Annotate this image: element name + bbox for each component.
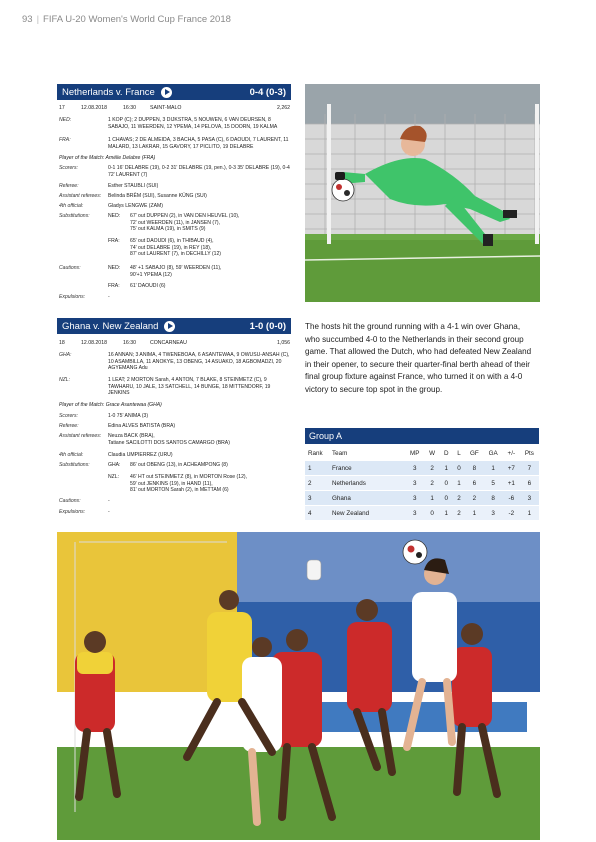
table-header-row xyxy=(305,446,539,461)
substitutions-ned xyxy=(59,213,290,233)
match-header-ned-fra xyxy=(57,84,291,100)
label: Player of the Match: xyxy=(59,402,105,408)
cell: 0 xyxy=(453,461,465,476)
match-meta xyxy=(59,340,290,346)
column-header: MP xyxy=(405,446,425,461)
value: Esther STAUBLI (SUI) xyxy=(108,183,159,189)
fourth-official xyxy=(59,203,290,210)
lineup-fra xyxy=(59,137,290,150)
cell: 2 xyxy=(425,476,440,491)
referee xyxy=(59,423,290,430)
match-meta xyxy=(59,105,290,111)
expulsions xyxy=(59,294,290,301)
cell: 3 xyxy=(484,506,503,521)
sub-line: 74' out DELABRE (19), in REY (18), xyxy=(130,244,212,251)
value: - xyxy=(108,498,110,504)
label: Substitutions: xyxy=(59,462,90,468)
value: - xyxy=(108,509,110,515)
label: 4th official: xyxy=(59,452,84,458)
cell: Ghana xyxy=(329,491,405,506)
sub-line: 59' out JENKINS (19), in HAND (11), xyxy=(130,480,213,487)
label: Cautions: xyxy=(59,265,81,271)
cell: 0 xyxy=(440,491,453,506)
cell: France xyxy=(329,461,405,476)
label: Cautions: xyxy=(59,498,81,504)
sub-line: 67' out DUPPEN (2), in VAN DEN HEUVEL (10), xyxy=(130,213,240,219)
cell: 2 xyxy=(465,491,484,506)
cell: 8 xyxy=(484,491,503,506)
label: 4th official: xyxy=(59,203,84,209)
table-row xyxy=(305,461,539,476)
play-video-icon[interactable] xyxy=(161,87,172,98)
value: Claudia UMPIERREZ (URU) xyxy=(108,452,173,458)
column-header: W xyxy=(425,446,440,461)
substitutions-gha xyxy=(59,462,290,469)
value xyxy=(130,238,290,258)
value: Gladys LENGWE (ZAM) xyxy=(108,203,163,209)
publication-title: FIFA U-20 Women's World Cup France 2018 xyxy=(43,14,231,25)
match-date: 12.08.2018 xyxy=(81,105,107,111)
cell: 3 xyxy=(405,491,425,506)
cell: 7 xyxy=(520,461,539,476)
cell: 2 xyxy=(453,491,465,506)
assistant-line: Tatiane SACILOTTI DOS SANTOS CAMARGO (BRA) xyxy=(108,439,230,446)
cell: 6 xyxy=(520,476,539,491)
lineup-nzl xyxy=(59,377,290,397)
player-of-match xyxy=(59,155,155,161)
sub-line: 81' out MORTON Sarah (2), in METTAM (6) xyxy=(130,487,229,494)
match-time: 16:30 xyxy=(123,105,136,111)
lineup-text: 1 KOP (C); 2 DUPPEN, 3 DIJKSTRA, 5 NOUWEN, 6 VAN DEURSEN, 8 SABAJO, 11 WEERDEN, 12 YPEMA, 14 PELOVA, 15 DOORN, 19 KALMA xyxy=(108,117,278,130)
cautions xyxy=(59,498,290,505)
label: Expulsions: xyxy=(59,294,86,300)
match-attendance: 1,056 xyxy=(277,340,290,346)
match-header-gha-nzl xyxy=(57,318,291,334)
value: - xyxy=(108,294,110,300)
column-header: GF xyxy=(465,446,484,461)
assistant-line: Neuza BACK (BRA), xyxy=(108,433,155,439)
lineup-gha xyxy=(59,352,290,372)
column-header: GA xyxy=(484,446,503,461)
label: Expulsions: xyxy=(59,509,86,515)
cell: 3 xyxy=(405,476,425,491)
scorers xyxy=(59,413,290,420)
cell: 3 xyxy=(520,491,539,506)
cell: +1 xyxy=(503,476,520,491)
cell: 1 xyxy=(453,476,465,491)
cell: 2 xyxy=(425,461,440,476)
team-label: GHA: xyxy=(108,462,121,468)
team-label: NED: xyxy=(108,213,121,219)
lineup-label: NED: xyxy=(59,117,72,123)
cell: 2 xyxy=(453,506,465,521)
caution-line: 48' +1 SABAJO (8), 59' WEERDEN (11), xyxy=(130,265,222,271)
cell: 6 xyxy=(465,476,484,491)
lineup-text: 1 LEAT; 2 MORTON Sarah, 4 ANTON, 7 BLAKE, 8 STEINMETZ (C), 9 TAWHARU, 10 JALE, 13 SATCHELL, 14 BUNGE, 18 MITTENDORF, 19 JENKINS xyxy=(108,377,271,397)
value: 1-0 75' ANIMA (3) xyxy=(108,413,149,419)
header-separator: | xyxy=(36,14,40,25)
cell: 1 xyxy=(440,506,453,521)
value xyxy=(130,474,290,494)
lineup-text: 16 ANNAN; 3 ANIMA, 4 TWENEBOAA, 6 ASANTEWAA, 9 OWUSU-ANSAH (C), 10 ASAMBILLA, 11 ANOKYE, 13 OBENG, 14 ASUAKO, 18 AGBOMADZI, 20 AGYEMANG Adu xyxy=(108,352,290,372)
running-header xyxy=(22,14,231,25)
cell: Netherlands xyxy=(329,476,405,491)
value: Grace Asantewaa (GHA) xyxy=(105,402,162,408)
lineup-text: 1 CHAVAS; 2 DE ALMEIDA, 3 BACHA, 5 PASA (C), 6 DAOUDI, 7 LAURENT, 11 MALARD, 13 LAKRAR, 15 GAVORY, 17 PICLITO, 19 DELABRE xyxy=(108,137,289,150)
cell: 8 xyxy=(465,461,484,476)
cell: -2 xyxy=(503,506,520,521)
cell: 1 xyxy=(465,506,484,521)
group-standings-table xyxy=(305,446,539,520)
label: Assistant referees: xyxy=(59,193,102,199)
table-row xyxy=(305,506,539,521)
match-venue: CONCARNEAU xyxy=(150,340,187,346)
match-venue: SAINT-MALO xyxy=(150,105,182,111)
header-duel-photo xyxy=(57,532,540,840)
label: Substitutions: xyxy=(59,213,90,219)
assistant-referees xyxy=(59,193,290,200)
value: Belinda BRÊM (SUI), Susanne KÜNG (SUI) xyxy=(108,193,207,199)
expulsions xyxy=(59,509,290,516)
lineup-label: NZL: xyxy=(59,377,71,383)
team-label: FRA: xyxy=(108,238,120,244)
cell: 1 xyxy=(440,461,453,476)
cell: 2 xyxy=(305,476,329,491)
match-attendance: 2,262 xyxy=(277,105,290,111)
label: Player of the Match: xyxy=(59,155,105,161)
substitutions-nzl xyxy=(59,474,290,494)
cell: 1 xyxy=(484,461,503,476)
group-table-title: Group A xyxy=(305,428,539,444)
column-header: +/- xyxy=(503,446,520,461)
sub-line: 72' out WEERDEN (11), in JANSEN (7), xyxy=(130,219,221,226)
match-number: 18 xyxy=(59,340,65,346)
scorers xyxy=(59,165,290,178)
referee xyxy=(59,183,290,190)
cell: 1 xyxy=(520,506,539,521)
cell: 4 xyxy=(305,506,329,521)
value: Edina ALVES BATISTA (BRA) xyxy=(108,423,176,429)
fourth-official xyxy=(59,452,290,459)
column-header: D xyxy=(440,446,453,461)
cell: 5 xyxy=(484,476,503,491)
page-number: 93 xyxy=(22,14,33,25)
value: Amélie Delabre (FRA) xyxy=(105,155,156,161)
sub-line: 87' out LAURENT (7), in DECHILLY (12) xyxy=(130,251,221,258)
cell: 1 xyxy=(305,461,329,476)
column-header: Pts xyxy=(520,446,539,461)
team-label: FRA: xyxy=(108,283,120,289)
cell: 3 xyxy=(405,461,425,476)
label: Referee: xyxy=(59,423,79,429)
sub-line: 75' out KALMA (19), in SMITS (9) xyxy=(130,226,206,233)
caution-line: 90'+1 YPEMA (12) xyxy=(130,271,172,278)
assistant-referees xyxy=(59,433,290,446)
column-header: Team xyxy=(329,446,405,461)
cell: 0 xyxy=(425,506,440,521)
match-number: 17 xyxy=(59,105,65,111)
cell: 3 xyxy=(305,491,329,506)
cell: New Zealand xyxy=(329,506,405,521)
cautions-fra xyxy=(59,283,290,290)
cell: 3 xyxy=(405,506,425,521)
lineup-ned xyxy=(59,117,290,130)
value xyxy=(130,265,290,278)
value: 86' out OBENG (13), in ACHEAMPONG (8) xyxy=(130,462,228,468)
match-title: Ghana v. New Zealand xyxy=(62,320,159,332)
match-date: 12.08.2018 xyxy=(81,340,107,346)
team-label: NZL: xyxy=(108,474,120,480)
lineup-label: GHA: xyxy=(59,352,72,358)
value xyxy=(130,213,290,233)
table-row xyxy=(305,491,539,506)
cell: +7 xyxy=(503,461,520,476)
team-label: NED: xyxy=(108,265,121,271)
story-paragraph: The hosts hit the ground running with a 4-1 win over Ghana, who succumbed 4-0 to the Netherlands in their second group game. That allowed the Dutch, who had defeated New Zealand in their opener, to secure their quarter-final berth ahead of their final group fixture against France, who turned it on with a 4-0 victory to secure top spot in the group. xyxy=(305,322,532,394)
cell: 1 xyxy=(425,491,440,506)
play-video-icon[interactable] xyxy=(164,321,175,332)
label: Scorers: xyxy=(59,413,78,419)
cell: -6 xyxy=(503,491,520,506)
value: 61' DAOUDI (6) xyxy=(130,283,166,289)
column-header: Rank xyxy=(305,446,329,461)
match-title: Netherlands v. France xyxy=(62,86,155,98)
match-score: 0-4 (0-3) xyxy=(249,86,286,98)
lineup-label: FRA: xyxy=(59,137,71,143)
value: 0-1 16' DELABRE (19), 0-2 31' DELABRE (19, pen.), 0-3 35' DELABRE (19), 0-4 72' LAURENT (7) xyxy=(108,165,290,178)
sub-line: 46' HT out STEINMETZ (8), in MORTON Rose (12), xyxy=(130,474,248,480)
match-time: 16:30 xyxy=(123,340,136,346)
player-of-match xyxy=(59,402,162,408)
label: Scorers: xyxy=(59,165,78,171)
sub-line: 65' out DAOUDI (6), in THIBAUD (4), xyxy=(130,238,214,244)
label: Assistant referees: xyxy=(59,433,102,439)
label: Referee: xyxy=(59,183,79,189)
table-row xyxy=(305,476,539,491)
column-header: L xyxy=(453,446,465,461)
cell: 0 xyxy=(440,476,453,491)
substitutions-fra xyxy=(59,238,290,258)
value xyxy=(108,433,290,446)
cautions-ned xyxy=(59,265,290,278)
match-score: 1-0 (0-0) xyxy=(249,320,286,332)
goalkeeper-save-photo xyxy=(305,84,540,302)
